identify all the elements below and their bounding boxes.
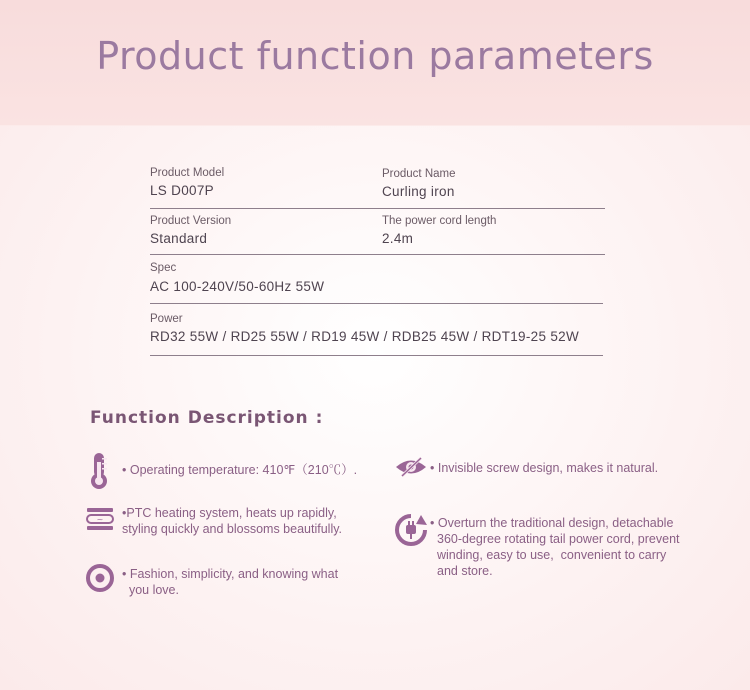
product-version-cell	[150, 215, 231, 246]
function-description-title: Function Description :	[90, 408, 324, 428]
feature-ptc-heating	[122, 505, 342, 537]
rotating-plug-icon	[394, 513, 428, 552]
product-name-cell	[382, 168, 456, 199]
feature-cord-line-3: winding, easy to use, convenient to carry	[437, 548, 667, 562]
eye-slash-icon	[394, 456, 428, 483]
cord-length-label: The power cord length	[382, 215, 497, 227]
power-value: RD32 55W / RD25 55W / RD19 45W / RDB25 45W / RDT19-25 52W	[150, 329, 579, 344]
feature-rotating-cord	[430, 515, 680, 579]
feature-screw-line-1: • Invisible screw design, makes it natural.	[430, 461, 659, 475]
heating-coil-icon	[86, 507, 114, 536]
product-model-value: LS D007P	[150, 183, 214, 198]
feature-fashion-line-2: you love.	[122, 583, 179, 597]
feature-ptc-line-1: •PTC heating system, heats up rapidly,	[122, 506, 337, 520]
feature-temperature-line-1: • Operating temperature: 410℉（210℃）.	[122, 463, 358, 477]
param-row-version-cord	[150, 209, 605, 255]
product-model-cell	[150, 167, 224, 198]
page-title: Product function parameters	[96, 34, 654, 78]
target-ring-icon	[86, 564, 114, 597]
spec-label: Spec	[150, 262, 177, 274]
feature-cord-line-1: • Overturn the traditional design, detachable	[430, 516, 674, 530]
product-name-value: Curling iron	[382, 184, 455, 199]
feature-invisible-screw	[430, 460, 658, 476]
spec-cell	[150, 262, 324, 294]
power-cell	[150, 313, 579, 344]
feature-ptc-line-2: styling quickly and blossoms beautifully.	[122, 522, 343, 536]
feature-fashion-line-1: • Fashion, simplicity, and knowing what	[122, 567, 339, 581]
product-model-label: Product Model	[150, 167, 225, 179]
feature-cord-line-4: and store.	[437, 564, 493, 578]
feature-fashion	[122, 566, 338, 598]
param-row-power	[150, 304, 603, 356]
svg-text:~: ~	[96, 515, 104, 524]
thermometer-icon	[88, 452, 110, 495]
parameters-table	[150, 160, 605, 356]
product-version-value: Standard	[150, 231, 208, 246]
product-name-label: Product Name	[382, 168, 456, 180]
power-label: Power	[150, 313, 183, 325]
spec-value: AC 100-240V/50-60Hz 55W	[150, 279, 325, 294]
feature-temperature	[122, 462, 357, 478]
param-row-model-name	[150, 160, 605, 209]
product-version-label: Product Version	[150, 215, 232, 227]
param-row-spec	[150, 255, 603, 304]
cord-length-cell	[382, 215, 496, 246]
feature-cord-line-2: 360-degree rotating tail power cord, prevent	[437, 532, 680, 546]
cord-length-value: 2.4m	[382, 231, 414, 246]
